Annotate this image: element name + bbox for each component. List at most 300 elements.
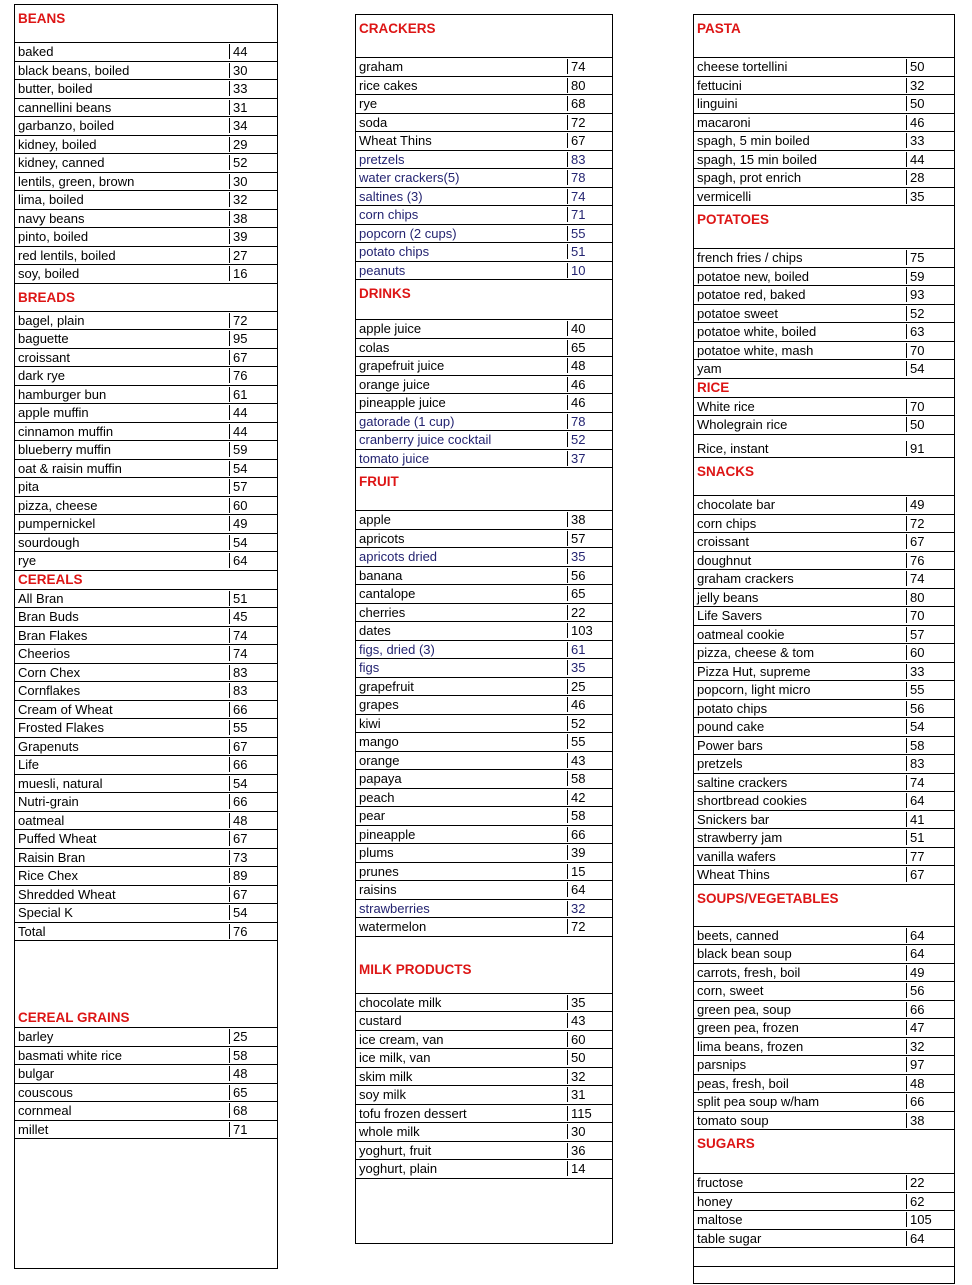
gi-value-cell: 38	[229, 211, 277, 226]
gi-value-cell: 46	[906, 115, 954, 130]
food-name-cell: colas	[359, 339, 390, 355]
table-row	[694, 95, 954, 114]
table-row	[15, 664, 277, 683]
food-name-cell: soy milk	[359, 1087, 406, 1103]
table-row	[694, 1038, 954, 1057]
food-name-cell: tofu frozen dessert	[359, 1105, 467, 1121]
gi-value-cell: 97	[906, 1057, 954, 1072]
gi-value-cell: 50	[567, 1050, 612, 1065]
food-name-cell: figs	[359, 660, 380, 676]
food-name-cell: Nutri-grain	[18, 794, 79, 810]
table-row	[356, 641, 612, 660]
table-row	[694, 533, 954, 552]
table-row	[694, 774, 954, 793]
food-name-cell: yam	[697, 361, 722, 377]
food-name-cell: soy, boiled	[18, 266, 80, 282]
food-name-cell: cannellini beans	[18, 99, 112, 115]
food-name-cell: carrots, fresh, boil	[697, 964, 801, 980]
table-row	[356, 696, 612, 715]
gi-value-cell: 32	[906, 78, 954, 93]
gi-value-cell: 39	[567, 845, 612, 860]
section-header-rice: RICE	[694, 379, 954, 398]
gi-value-cell: 68	[229, 1103, 277, 1118]
gi-value-cell: 105	[906, 1212, 954, 1227]
gi-value-cell: 46	[567, 697, 612, 712]
food-name-cell: baguette	[18, 331, 69, 347]
table-row	[694, 811, 954, 830]
section-header-milk-products: MILK PRODUCTS	[356, 956, 612, 994]
food-name-cell: millet	[18, 1121, 49, 1137]
food-name-cell: potatoe white, mash	[697, 342, 814, 358]
gi-value-cell: 51	[906, 830, 954, 845]
table-row	[356, 243, 612, 262]
table-row	[694, 1211, 954, 1230]
table-row	[694, 982, 954, 1001]
table-row	[15, 265, 277, 284]
gi-value-cell: 63	[906, 324, 954, 339]
gi-value-cell: 67	[567, 133, 612, 148]
gi-value-cell: 60	[229, 498, 277, 513]
food-name-cell: baked	[18, 44, 54, 60]
food-name-cell: Total	[18, 923, 46, 939]
food-name-cell: bulgar	[18, 1066, 55, 1082]
table-row	[356, 567, 612, 586]
food-name-cell: potatoe sweet	[697, 305, 778, 321]
gi-value-cell: 51	[567, 244, 612, 259]
gi-value-cell: 50	[906, 59, 954, 74]
column-1	[14, 4, 278, 1269]
table-row	[356, 169, 612, 188]
food-name-cell: pear	[359, 808, 386, 824]
gi-value-cell: 76	[229, 368, 277, 383]
food-name-cell: Rice Chex	[18, 868, 78, 884]
gi-value-cell: 57	[906, 627, 954, 642]
section-header-drinks: DRINKS	[356, 280, 612, 320]
gi-value-cell: 74	[229, 628, 277, 643]
food-name-cell: orange juice	[359, 376, 430, 392]
food-name-cell: soda	[359, 114, 388, 130]
food-name-cell: croissant	[18, 349, 71, 365]
gi-value-cell: 55	[906, 682, 954, 697]
food-name-cell: plums	[359, 845, 394, 861]
gi-value-cell: 73	[229, 850, 277, 865]
section-header-soups-vegetables: SOUPS/VEGETABLES	[694, 885, 954, 927]
table-row	[15, 627, 277, 646]
gi-value-cell: 91	[906, 441, 954, 456]
table-row	[356, 1012, 612, 1031]
table-row	[694, 964, 954, 983]
gi-value-cell: 76	[906, 553, 954, 568]
table-row	[356, 1068, 612, 1087]
gi-value-cell: 45	[229, 609, 277, 624]
food-name-cell: cranberry juice cocktail	[359, 432, 492, 448]
table-row	[356, 339, 612, 358]
section-gap	[15, 941, 277, 1009]
gi-value-cell: 70	[906, 608, 954, 623]
table-row	[694, 570, 954, 589]
gi-value-cell: 52	[567, 716, 612, 731]
gi-value-cell: 56	[906, 701, 954, 716]
gi-value-cell: 28	[906, 170, 954, 185]
table-row	[694, 342, 954, 361]
food-name-cell: cheese tortellini	[697, 59, 788, 75]
table-row	[356, 225, 612, 244]
food-name-cell: watermelon	[359, 919, 427, 935]
gi-value-cell: 50	[906, 96, 954, 111]
table-row	[694, 644, 954, 663]
gi-value-cell: 35	[567, 995, 612, 1010]
gi-value-cell: 54	[229, 535, 277, 550]
gi-value-cell: 15	[567, 864, 612, 879]
table-row	[694, 1093, 954, 1112]
gi-value-cell: 67	[229, 887, 277, 902]
table-row	[15, 312, 277, 331]
gi-value-cell: 64	[906, 946, 954, 961]
gi-value-cell: 41	[906, 812, 954, 827]
table-row	[694, 1230, 954, 1249]
table-row	[694, 286, 954, 305]
gi-value-cell: 32	[229, 192, 277, 207]
gi-value-cell: 56	[906, 983, 954, 998]
gi-value-cell: 55	[229, 720, 277, 735]
food-name-cell: mango	[359, 734, 399, 750]
table-row	[356, 789, 612, 808]
food-name-cell: kidney, canned	[18, 155, 105, 171]
gi-value-cell: 38	[906, 1113, 954, 1128]
table-row	[15, 62, 277, 81]
table-row	[356, 1031, 612, 1050]
table-row	[15, 867, 277, 886]
table-row	[15, 330, 277, 349]
table-row	[15, 349, 277, 368]
table-row	[15, 590, 277, 609]
table-row	[15, 682, 277, 701]
food-name-cell: saltine crackers	[697, 774, 788, 790]
food-name-cell: yoghurt, plain	[359, 1161, 438, 1177]
food-name-cell: popcorn, light micro	[697, 682, 811, 698]
food-name-cell: cherries	[359, 604, 406, 620]
table-row	[694, 1075, 954, 1094]
table-row	[356, 357, 612, 376]
gi-value-cell: 66	[229, 702, 277, 717]
table-row	[356, 807, 612, 826]
table-row	[356, 151, 612, 170]
food-name-cell: Wheat Thins	[697, 867, 770, 883]
table-row	[694, 416, 954, 435]
gi-value-cell: 64	[906, 793, 954, 808]
table-row	[694, 1174, 954, 1193]
section-gap	[356, 937, 612, 956]
gi-value-cell: 33	[906, 133, 954, 148]
table-row	[356, 262, 612, 281]
table-row	[694, 552, 954, 571]
gi-value-cell: 70	[906, 343, 954, 358]
table-row	[356, 431, 612, 450]
gi-value-cell: 32	[906, 1039, 954, 1054]
food-name-cell: butter, boiled	[18, 81, 93, 97]
table-row	[694, 792, 954, 811]
table-row	[15, 497, 277, 516]
food-name-cell: Bran Buds	[18, 609, 79, 625]
table-row	[15, 367, 277, 386]
table-row	[356, 530, 612, 549]
table-row	[356, 1142, 612, 1161]
food-name-cell: banana	[359, 567, 403, 583]
food-name-cell: apricots dried	[359, 549, 438, 565]
gi-value-cell: 115	[567, 1106, 612, 1121]
table-row	[15, 1028, 277, 1047]
column-3	[693, 14, 955, 1284]
table-row	[694, 589, 954, 608]
table-row	[15, 812, 277, 831]
table-row	[694, 866, 954, 885]
table-row	[694, 169, 954, 188]
gi-value-cell: 10	[567, 263, 612, 278]
table-row	[694, 1193, 954, 1212]
column-2	[355, 14, 613, 1244]
food-name-cell: fettucini	[697, 77, 742, 93]
gi-value-cell: 67	[229, 739, 277, 754]
table-row	[356, 188, 612, 207]
table-row	[356, 733, 612, 752]
food-name-cell: split pea soup w/ham	[697, 1094, 820, 1110]
food-name-cell: doughnut	[697, 552, 752, 568]
table-row	[694, 681, 954, 700]
table-row	[356, 413, 612, 432]
table-row	[694, 1001, 954, 1020]
gi-value-cell: 30	[229, 63, 277, 78]
food-name-cell: parsnips	[697, 1057, 747, 1073]
gi-value-cell: 48	[229, 813, 277, 828]
food-name-cell: potato chips	[359, 244, 430, 260]
gi-value-cell: 33	[906, 664, 954, 679]
food-name-cell: corn, sweet	[697, 983, 764, 999]
gi-value-cell: 54	[229, 905, 277, 920]
food-name-cell: Puffed Wheat	[18, 831, 97, 847]
food-name-cell: spagh, 5 min boiled	[697, 133, 810, 149]
table-row	[694, 1248, 954, 1267]
gi-value-cell: 58	[567, 808, 612, 823]
food-name-cell: beets, canned	[697, 927, 779, 943]
food-name-cell: black beans, boiled	[18, 62, 130, 78]
table-row	[356, 604, 612, 623]
gi-value-cell: 38	[567, 512, 612, 527]
gi-value-cell: 32	[567, 901, 612, 916]
table-row	[15, 117, 277, 136]
section-header-breads: BREADS	[15, 284, 277, 312]
food-name-cell: pretzels	[359, 151, 405, 167]
gi-value-cell: 52	[229, 155, 277, 170]
food-name-cell: graham crackers	[697, 571, 794, 587]
gi-value-cell: 22	[567, 605, 612, 620]
food-name-cell: linguini	[697, 96, 738, 112]
table-row	[15, 43, 277, 62]
food-name-cell: apricots	[359, 530, 405, 546]
food-name-cell: chocolate bar	[697, 497, 776, 513]
table-row	[15, 136, 277, 155]
food-name-cell: yoghurt, fruit	[359, 1142, 432, 1158]
food-name-cell: popcorn (2 cups)	[359, 225, 457, 241]
table-row	[356, 1105, 612, 1124]
gi-value-cell: 72	[906, 516, 954, 531]
food-name-cell: tomato juice	[359, 450, 430, 466]
gi-value-cell: 67	[229, 350, 277, 365]
gi-value-cell: 74	[906, 571, 954, 586]
food-name-cell: macaroni	[697, 114, 751, 130]
gi-value-cell: 34	[229, 118, 277, 133]
food-name-cell: grapes	[359, 697, 399, 713]
gi-value-cell: 61	[567, 642, 612, 657]
gi-value-cell: 54	[229, 776, 277, 791]
food-name-cell: oatmeal	[18, 812, 65, 828]
gi-value-cell: 72	[567, 115, 612, 130]
gi-value-cell: 80	[906, 590, 954, 605]
gi-value-cell: 49	[906, 965, 954, 980]
table-row	[15, 1084, 277, 1103]
gi-value-cell: 57	[567, 531, 612, 546]
gi-value-cell: 68	[567, 96, 612, 111]
food-name-cell: Wholegrain rice	[697, 417, 788, 433]
food-name-cell: Cream of Wheat	[18, 701, 113, 717]
section-header-cereal-grains: CEREAL GRAINS	[15, 1009, 277, 1028]
gi-value-cell: 43	[567, 1013, 612, 1028]
table-row	[356, 752, 612, 771]
food-name-cell: cantalope	[359, 586, 416, 602]
gi-value-cell: 47	[906, 1020, 954, 1035]
table-row	[356, 994, 612, 1013]
food-name-cell: rye	[18, 553, 37, 569]
food-name-cell: pineapple	[359, 826, 416, 842]
gi-value-cell: 40	[567, 321, 612, 336]
food-name-cell: White rice	[697, 398, 755, 414]
gi-value-cell: 93	[906, 287, 954, 302]
table-row	[15, 886, 277, 905]
gi-value-cell: 50	[906, 417, 954, 432]
table-row	[694, 718, 954, 737]
gi-value-cell: 66	[229, 757, 277, 772]
food-name-cell: Snickers bar	[697, 811, 770, 827]
gi-value-cell: 14	[567, 1161, 612, 1176]
table-row	[15, 552, 277, 571]
food-name-cell: corn chips	[359, 207, 419, 223]
food-name-cell: potatoe new, boiled	[697, 268, 810, 284]
gi-value-cell: 78	[567, 414, 612, 429]
food-name-cell: pound cake	[697, 719, 765, 735]
food-name-cell: cinnamon muffin	[18, 423, 114, 439]
table-row	[694, 700, 954, 719]
gi-value-cell: 39	[229, 229, 277, 244]
table-row	[15, 756, 277, 775]
table-row	[694, 398, 954, 417]
table-row	[694, 663, 954, 682]
table-row	[694, 1019, 954, 1038]
gi-value-cell: 51	[229, 591, 277, 606]
table-row	[356, 1086, 612, 1105]
gi-value-cell: 16	[229, 266, 277, 281]
gi-value-cell: 66	[906, 1002, 954, 1017]
table-row	[694, 1056, 954, 1075]
table-row	[356, 114, 612, 133]
gi-value-cell: 46	[567, 377, 612, 392]
food-name-cell: Bran Flakes	[18, 627, 88, 643]
table-row	[15, 515, 277, 534]
food-name-cell: Frosted Flakes	[18, 720, 104, 736]
table-row	[15, 1047, 277, 1066]
food-name-cell: pineapple juice	[359, 395, 446, 411]
gi-value-cell: 52	[567, 432, 612, 447]
food-name-cell: custard	[359, 1013, 402, 1029]
food-name-cell: navy beans	[18, 210, 85, 226]
gi-value-cell: 30	[567, 1124, 612, 1139]
gi-value-cell: 48	[906, 1076, 954, 1091]
table-row	[15, 1102, 277, 1121]
gi-value-cell: 83	[229, 683, 277, 698]
table-row	[356, 1160, 612, 1179]
gi-value-cell: 64	[906, 1231, 954, 1246]
table-row	[15, 154, 277, 173]
table-row	[356, 511, 612, 530]
section-header-crackers: CRACKERS	[356, 15, 612, 58]
food-name-cell: All Bran	[18, 590, 64, 606]
gi-value-cell: 27	[229, 248, 277, 263]
section-header-pasta: PASTA	[694, 15, 954, 58]
food-name-cell: raisins	[359, 882, 397, 898]
table-row	[356, 394, 612, 413]
table-row	[356, 844, 612, 863]
gi-value-cell: 70	[906, 399, 954, 414]
food-name-cell: peanuts	[359, 262, 406, 278]
table-row	[15, 719, 277, 738]
gi-value-cell: 44	[229, 44, 277, 59]
gi-value-cell: 48	[567, 358, 612, 373]
table-row	[15, 645, 277, 664]
gi-value-cell: 103	[567, 623, 612, 638]
table-row	[356, 95, 612, 114]
food-name-cell: peas, fresh, boil	[697, 1075, 789, 1091]
gi-value-cell: 46	[567, 395, 612, 410]
food-name-cell: strawberries	[359, 900, 430, 916]
food-name-cell: dates	[359, 623, 391, 639]
gi-value-cell: 22	[906, 1175, 954, 1190]
gi-value-cell: 35	[567, 549, 612, 564]
table-row	[694, 305, 954, 324]
table-row	[694, 268, 954, 287]
food-name-cell: apple	[359, 512, 391, 528]
gi-value-cell: 78	[567, 170, 612, 185]
food-name-cell: papaya	[359, 771, 402, 787]
table-row	[356, 1123, 612, 1142]
table-row	[15, 173, 277, 192]
gi-value-cell: 66	[229, 794, 277, 809]
table-row	[15, 80, 277, 99]
gi-value-cell: 65	[567, 586, 612, 601]
food-name-cell: lentils, green, brown	[18, 173, 135, 189]
food-name-cell: shortbread cookies	[697, 793, 807, 809]
food-name-cell: Life Savers	[697, 608, 763, 624]
table-row	[694, 1112, 954, 1131]
gi-value-cell: 60	[906, 645, 954, 660]
gi-value-cell: 83	[229, 665, 277, 680]
gi-value-cell: 25	[229, 1029, 277, 1044]
food-name-cell: potato chips	[697, 700, 768, 716]
food-name-cell: peach	[359, 789, 395, 805]
gi-value-cell: 71	[567, 207, 612, 222]
food-name-cell: Shredded Wheat	[18, 886, 116, 902]
table-row	[694, 848, 954, 867]
gi-value-cell: 30	[229, 174, 277, 189]
table-row	[356, 585, 612, 604]
table-row	[15, 478, 277, 497]
